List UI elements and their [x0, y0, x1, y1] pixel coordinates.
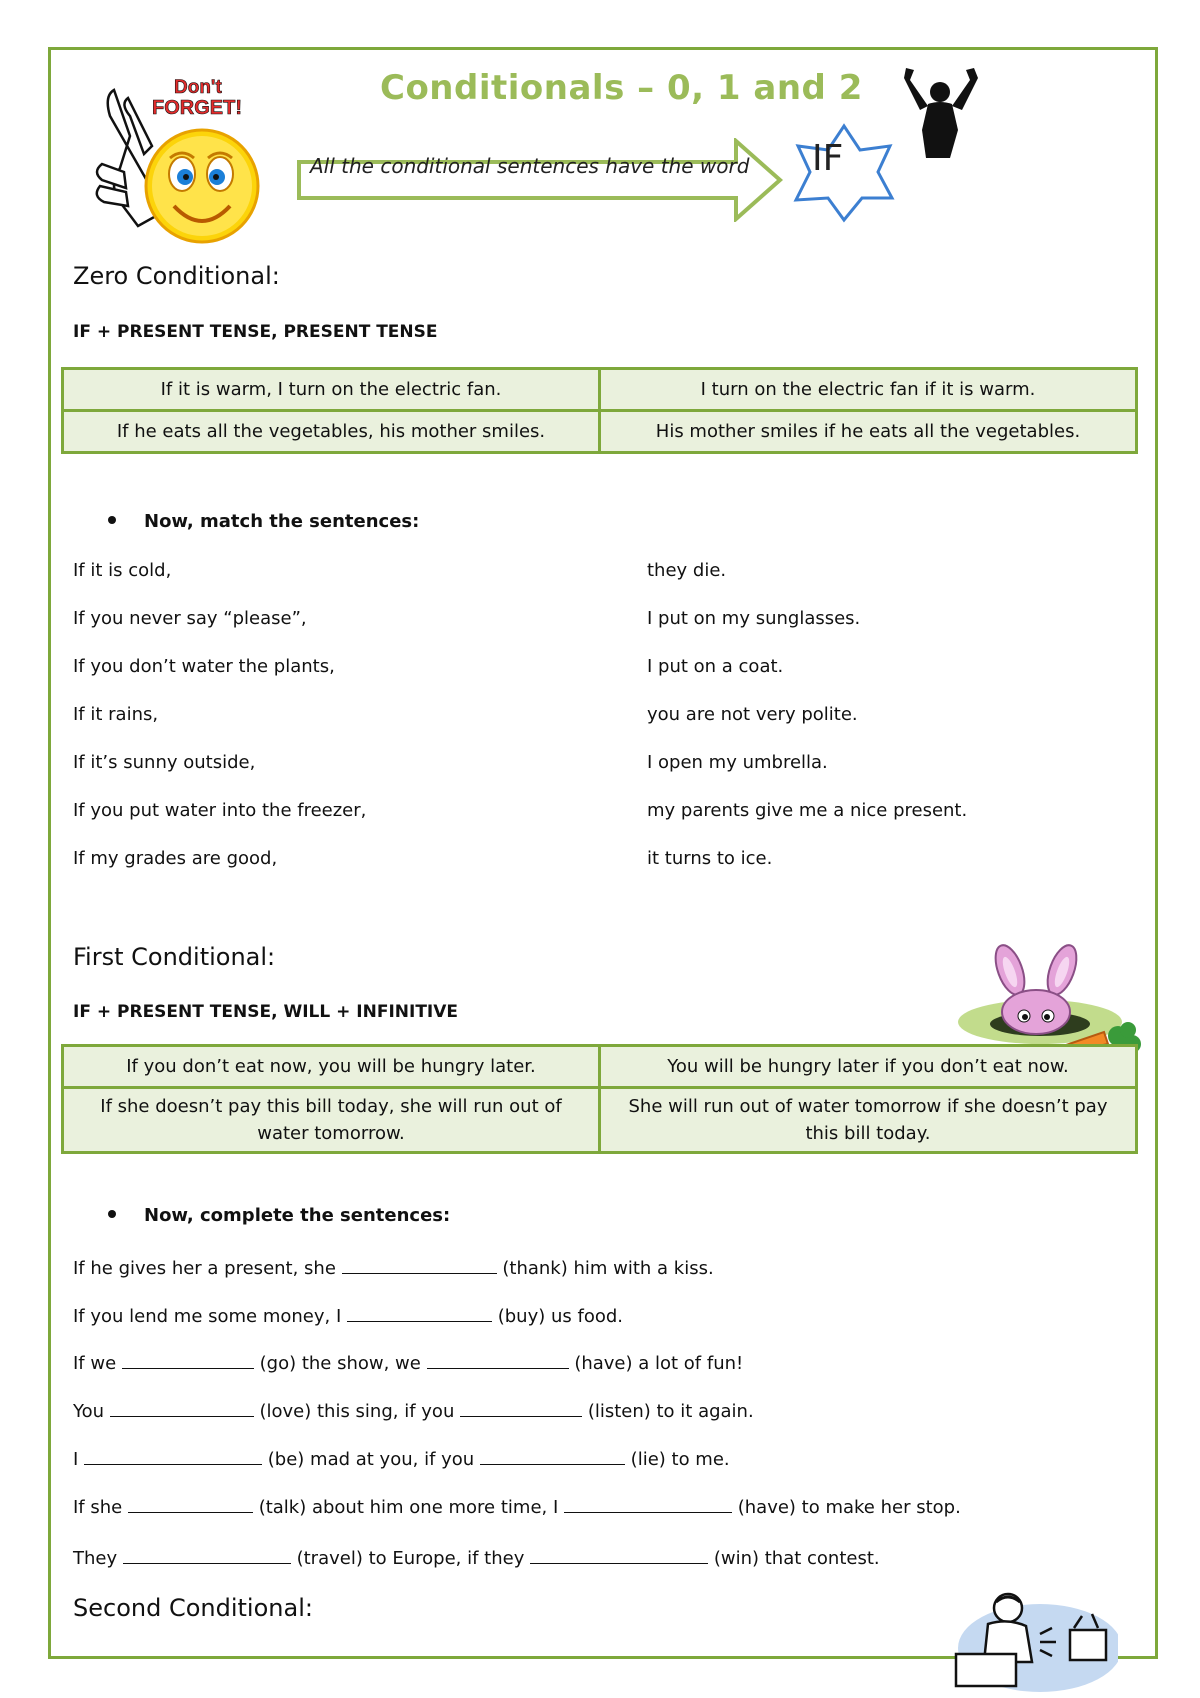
table-cell: If she doesn’t pay this bill today, she will run out of water tomorrow. [63, 1088, 600, 1153]
blank-field[interactable] [342, 1255, 497, 1274]
table-cell: If you don’t eat now, you will be hungry later. [63, 1046, 600, 1088]
sentence-text: If we [73, 1353, 122, 1374]
blank-field[interactable] [128, 1494, 253, 1513]
blank-field[interactable] [460, 1398, 582, 1417]
table-row [63, 369, 1137, 411]
list-item: you are not very polite. [647, 704, 858, 725]
first-conditional-table [61, 1044, 1138, 1154]
zero-conditional-table [61, 367, 1138, 454]
sentence-text: (win) that contest. [713, 1548, 880, 1569]
blank-field[interactable] [123, 1545, 291, 1564]
table-cell: If he eats all the vegetables, his mother smiles. [63, 411, 600, 453]
table-cell: You will be hungry later if you don’t eat now. [600, 1046, 1137, 1088]
list-item: I put on a coat. [647, 656, 784, 677]
blank-field[interactable] [530, 1545, 708, 1564]
sentence-text: (lie) to me. [630, 1449, 730, 1470]
list-item: they die. [647, 560, 727, 581]
bullet-icon [108, 1210, 116, 1218]
sentence-text: (have) a lot of fun! [574, 1353, 744, 1374]
sentence-text: I [73, 1449, 85, 1470]
sentence-text: (talk) about him one more time, I [258, 1497, 564, 1518]
sentence-text: (go) the show, we [259, 1353, 427, 1374]
complete-instruction [108, 1205, 450, 1226]
exercise-sentence [73, 1545, 880, 1569]
sentence-text: They [73, 1548, 123, 1569]
first-conditional-formula: IF + PRESENT TENSE, WILL + INFINITIVE [73, 1002, 459, 1022]
sentence-text: (buy) us food. [497, 1306, 624, 1327]
angry-tv-person-icon [948, 1588, 1118, 1692]
list-item: If it rains, [73, 704, 159, 725]
complete-instruction-text: Now, complete the sentences: [144, 1205, 451, 1226]
list-item: I put on my sunglasses. [647, 608, 861, 629]
table-row [63, 411, 1137, 453]
list-item: If my grades are good, [73, 848, 278, 869]
dont-forget-line2: FORGET! [152, 97, 242, 119]
list-item: I open my umbrella. [647, 752, 828, 773]
if-star-shape [788, 120, 900, 224]
table-row [63, 1088, 1137, 1153]
cheering-person-icon [900, 66, 982, 162]
table-cell: His mother smiles if he eats all the vegetables. [600, 411, 1137, 453]
sentence-text: You [73, 1401, 110, 1422]
match-instruction [108, 511, 419, 532]
sentence-text: (be) mad at you, if you [267, 1449, 480, 1470]
exercise-sentence [73, 1398, 754, 1422]
blank-field[interactable] [84, 1446, 262, 1465]
sentence-text: (have) to make her stop. [737, 1497, 961, 1518]
list-item: it turns to ice. [647, 848, 773, 869]
match-right-column [647, 560, 967, 896]
list-item: my parents give me a nice present. [647, 800, 968, 821]
match-instruction-text: Now, match the sentences: [144, 511, 420, 532]
table-cell: If it is warm, I turn on the electric fan. [63, 369, 600, 411]
sentence-text: (love) this sing, if you [259, 1401, 461, 1422]
list-item: If you don’t water the plants, [73, 656, 335, 677]
blank-field[interactable] [480, 1446, 625, 1465]
match-left-column [73, 560, 366, 896]
exercise-sentence [73, 1255, 714, 1279]
sentence-text: (listen) to it again. [587, 1401, 754, 1422]
list-item: If you put water into the freezer, [73, 800, 367, 821]
if-star-word: IF [812, 138, 844, 179]
bullet-icon [108, 516, 116, 524]
blank-field[interactable] [110, 1398, 254, 1417]
table-row [63, 1046, 1137, 1088]
blank-field[interactable] [122, 1350, 254, 1369]
list-item: If it’s sunny outside, [73, 752, 256, 773]
blank-field[interactable] [347, 1303, 492, 1322]
exercise-sentence [73, 1350, 743, 1374]
page-title: Conditionals – 0, 1 and 2 [380, 68, 863, 108]
table-cell: I turn on the electric fan if it is warm. [600, 369, 1137, 411]
sentence-text: If he gives her a present, she [73, 1258, 342, 1279]
blank-field[interactable] [564, 1494, 732, 1513]
exercise-sentence [73, 1446, 730, 1470]
sentence-text: (thank) him with a kiss. [502, 1258, 714, 1279]
list-item: If you never say “please”, [73, 608, 307, 629]
exercise-sentence [73, 1303, 623, 1327]
sentence-text: If you lend me some money, I [73, 1306, 347, 1327]
arrow-shape [296, 138, 786, 222]
table-cell: She will run out of water tomorrow if she doesn’t pay this bill today. [600, 1088, 1137, 1153]
dont-forget-smiley-icon [90, 76, 270, 251]
second-conditional-heading: Second Conditional: [73, 1594, 313, 1622]
arrow-caption: All the conditional sentences have the word [310, 154, 750, 178]
sentence-text: If she [73, 1497, 128, 1518]
zero-conditional-formula: IF + PRESENT TENSE, PRESENT TENSE [73, 322, 438, 342]
dont-forget-line1: Don't [174, 77, 222, 98]
zero-conditional-heading: Zero Conditional: [73, 262, 280, 290]
sentence-text: (travel) to Europe, if they [296, 1548, 531, 1569]
blank-field[interactable] [427, 1350, 569, 1369]
exercise-sentence [73, 1494, 961, 1518]
first-conditional-heading: First Conditional: [73, 943, 276, 971]
list-item: If it is cold, [73, 560, 172, 581]
